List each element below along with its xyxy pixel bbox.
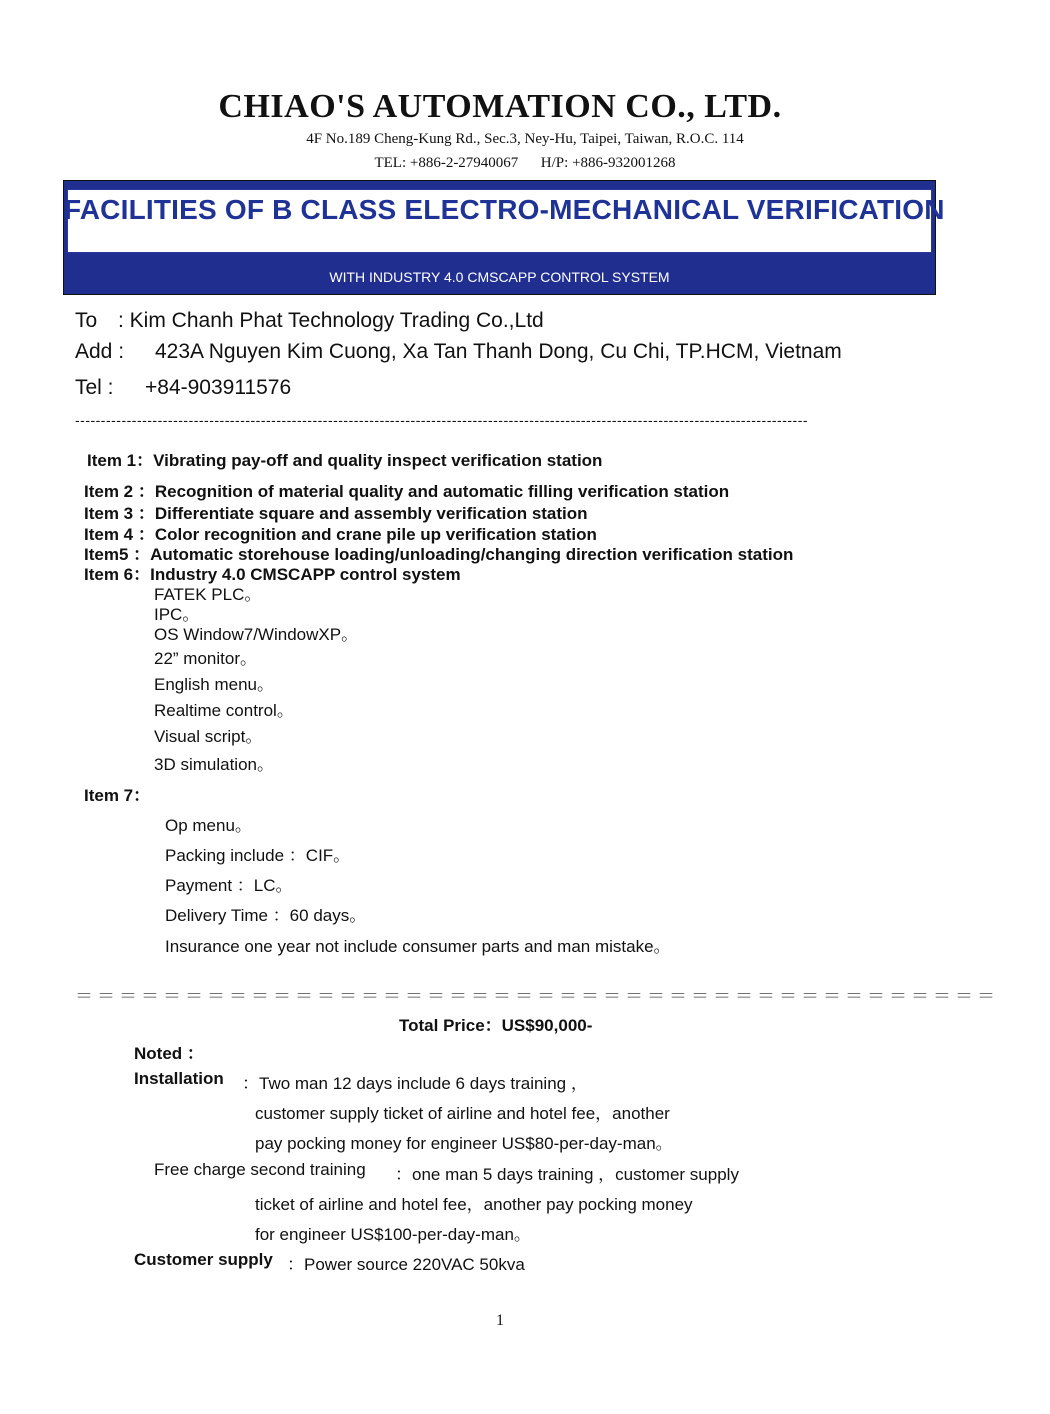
free-training-line-2: ticket of airline and hotel fee，another pay pocking money	[255, 1195, 693, 1214]
term-op-menu: Op menu。	[165, 816, 252, 835]
item-3: Item 3 ：Differentiate square and assembly verification station	[84, 504, 588, 523]
term-packing: Packing include ：CIF。	[165, 846, 351, 865]
noted-label: Noted ：	[134, 1044, 204, 1063]
installation-line-2: customer supply ticket of airline and hotel fee，another	[255, 1104, 670, 1123]
term-delivery: Delivery Time ：60 days。	[165, 906, 367, 925]
installation-line-3: pay pocking money for engineer US$80-per-day-man。	[255, 1134, 673, 1153]
page-number: 1	[496, 1312, 504, 1329]
spec-plc: FATEK PLC。	[154, 585, 262, 604]
company-name: CHIAO'S AUTOMATION CO., LTD.	[218, 88, 782, 125]
spec-realtime: Realtime control。	[154, 701, 294, 720]
recipient-address-label: Add :	[75, 340, 125, 363]
item-5: Item5 ：Automatic storehouse loading/unloading/changing direction verification station	[84, 545, 794, 564]
installation-label: Installation	[134, 1069, 224, 1088]
term-insurance: Insurance one year not include consumer parts and man mistake。	[165, 937, 671, 956]
document-title: FACILITIES OF B CLASS ELECTRO-MECHANICAL VERIFICATION	[64, 194, 945, 225]
company-phone: TEL: +886-2-27940067 H/P: +886-932001268	[374, 155, 676, 171]
recipient-to-value: : Kim Chanh Phat Technology Trading Co.,Ltd	[118, 309, 544, 332]
recipient-tel-value: +84-903911576	[145, 376, 292, 399]
title-banner	[63, 180, 945, 295]
item-6: Item 6：Industry 4.0 CMSCAPP control system	[84, 565, 461, 584]
total-price: Total Price：US$90,000-	[399, 1016, 593, 1035]
free-training-line-3: for engineer US$100-per-day-man。	[255, 1225, 531, 1244]
spec-menu: English menu。	[154, 675, 275, 694]
free-training-line-1: ：one man 5 days training ，customer supply	[395, 1165, 739, 1184]
recipient-tel-label: Tel :	[75, 376, 114, 399]
item-1: Item 1：Vibrating pay-off and quality inspect verification station	[87, 451, 603, 470]
free-training-label: Free charge second training	[154, 1160, 366, 1179]
company-address: 4F No.189 Cheng-Kung Rd., Sec.3, Ney-Hu, Taipei, Taiwan, R.O.C. 114	[306, 131, 744, 147]
item-7: Item 7：	[84, 786, 151, 805]
spec-ipc: IPC。	[154, 605, 200, 624]
recipient-address-value: 423A Nguyen Kim Cuong, Xa Tan Thanh Dong, Cu Chi, TP.HCM, Vietnam	[155, 340, 842, 363]
spec-os: OS Window7/WindowXP。	[154, 625, 359, 644]
document-subtitle: WITH INDUSTRY 4.0 CMSCAPP CONTROL SYSTEM	[329, 269, 670, 285]
installation-line-1: ：Two man 12 days include 6 days training ，	[242, 1074, 588, 1093]
recipient-to-label: To	[75, 309, 98, 332]
term-payment: Payment ：LC。	[165, 876, 293, 895]
spec-monitor: 22” monitor。	[154, 649, 257, 668]
double-separator: ＝＝＝＝＝＝＝＝＝＝＝＝＝＝＝＝＝＝＝＝＝＝＝＝＝＝＝＝＝＝＝＝＝＝＝＝＝＝＝＝＝＝	[75, 986, 999, 1006]
dashed-separator: ----------------------------------------------------------------------------------------------------------------------------------------------	[75, 412, 809, 428]
customer-supply-value: ：Power source 220VAC 50kva	[287, 1255, 525, 1274]
item-4: Item 4 ：Color recognition and crane pile up verification station	[84, 525, 597, 544]
spec-visual-script: Visual script。	[154, 727, 263, 746]
item-2: Item 2 ：Recognition of material quality and automatic filling verification station	[84, 482, 730, 501]
spec-3d-simulation: 3D simulation。	[154, 755, 274, 774]
customer-supply-label: Customer supply	[134, 1250, 273, 1269]
